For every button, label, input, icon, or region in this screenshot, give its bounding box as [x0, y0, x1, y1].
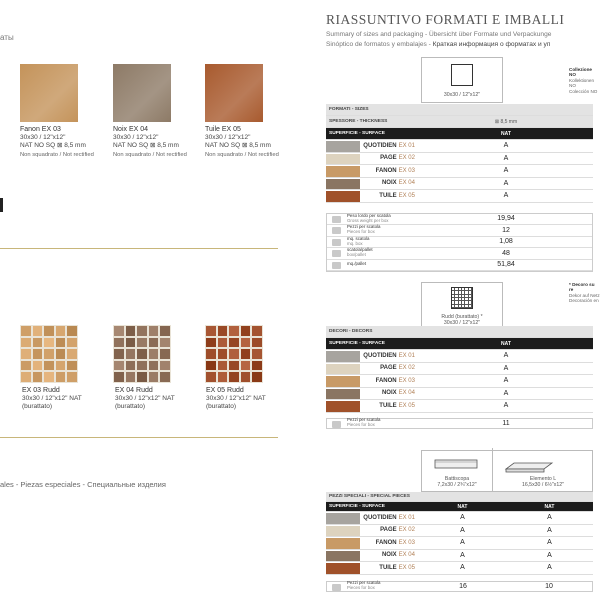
mosaic-chip — [44, 372, 54, 382]
tile-swatch-noix — [113, 64, 171, 122]
mosaic-chip — [229, 372, 239, 382]
surface-row-page — [326, 153, 593, 166]
mosaic-size: 30x30 / 12"x12" NAT — [115, 395, 175, 403]
box-icon — [332, 239, 341, 246]
mosaic-chip — [67, 349, 77, 359]
mosaic-caption-ex03 — [22, 387, 108, 412]
mosaic-chip — [126, 349, 136, 359]
box-icon — [332, 250, 341, 257]
box-icon — [332, 421, 341, 428]
mosaic-size: 30x30 / 12"x12" NAT — [22, 395, 82, 403]
box-icon — [332, 584, 341, 591]
mosaic-chip — [160, 338, 170, 348]
info-row — [327, 225, 592, 237]
tile-swatch-fanon — [20, 64, 78, 122]
info-label: scatola/pallet box/pallet — [347, 247, 373, 258]
tile-note: Non squadrato / Not rectified — [205, 151, 279, 158]
availability-value: A — [503, 192, 509, 200]
availability-value: A — [547, 564, 552, 572]
info-label: mq. scatola mq. box — [347, 235, 370, 246]
mosaic-chip — [44, 338, 54, 348]
mosaic-title: EX 03 Rudd — [22, 387, 60, 394]
tile-finish: NAT NO SQ ⊠ 8,5 mm — [113, 142, 179, 150]
surface-label: PAGE EX 02 — [380, 365, 415, 372]
mosaic-chip — [218, 349, 228, 359]
mosaic-chip — [241, 326, 251, 336]
surface-row-tuile — [326, 400, 593, 413]
mosaic-chip — [67, 372, 77, 382]
availability-value: A — [460, 539, 465, 547]
availability-value: A — [460, 564, 465, 572]
surface-label: NOIX EX 04 — [381, 390, 415, 397]
format-size-label: 30x30 / 12"x12" — [443, 92, 481, 98]
mosaic-chip — [160, 372, 170, 382]
availability-value: A — [503, 364, 509, 372]
header-superficie: SUPERFICIE - SURFACE NAT — [326, 338, 593, 350]
box-icon — [332, 216, 341, 223]
tile-caption-noix — [113, 126, 199, 159]
info-value: 12 — [502, 226, 510, 234]
surface-swatch — [326, 401, 360, 412]
info-row — [327, 237, 592, 249]
mosaic-chip — [114, 372, 124, 382]
header-superficie: SUPERFICIE - SURFACE NAT NAT — [326, 502, 593, 512]
mosaic-chip — [126, 361, 136, 371]
header-formati: FORMATI - SIZES — [326, 104, 593, 116]
surface-label: FANON EX 03 — [375, 167, 415, 174]
tile-size: 30x30 / 12"x12" — [205, 134, 251, 142]
surface-row-quotidien — [326, 140, 593, 153]
surface-row-page — [326, 363, 593, 376]
mosaic-chip — [33, 372, 43, 382]
formati-table — [326, 104, 593, 272]
mosaic-note: (burattato) — [115, 403, 145, 411]
availability-value: A — [503, 154, 509, 162]
mosaic-chip — [206, 326, 216, 336]
mosaic-chip — [137, 372, 147, 382]
box-icon — [332, 262, 341, 269]
mosaic-chip — [21, 372, 31, 382]
collection-note: Collezione NO Kollektionen NO Colección NO — [569, 67, 598, 94]
mosaic-chip — [33, 326, 43, 336]
header-pezzi: PEZZI SPECIALI - SPECIAL PIECES — [326, 492, 593, 502]
surface-swatch — [326, 513, 360, 524]
availability-value: A — [460, 526, 465, 534]
surface-swatch — [326, 563, 360, 574]
surface-row-tuile — [326, 190, 593, 203]
surface-label: TUILE EX 05 — [379, 402, 415, 409]
availability-value: A — [547, 514, 552, 522]
surface-swatch — [326, 154, 360, 165]
surface-swatch — [326, 141, 360, 152]
mosaic-chip — [44, 326, 54, 336]
mosaic-chip — [137, 326, 147, 336]
surface-label: QUOTIDIEN EX 01 — [363, 142, 415, 149]
mosaic-chip — [21, 361, 31, 371]
availability-value: A — [547, 526, 552, 534]
mosaic-chip — [21, 338, 31, 348]
mosaic-chip — [56, 326, 66, 336]
mosaic-chip — [126, 372, 136, 382]
mosaic-chip — [218, 326, 228, 336]
mosaic-chip — [241, 361, 251, 371]
mosaic-caption-ex04 — [115, 387, 201, 412]
left-page — [0, 0, 296, 600]
surface-swatch — [326, 551, 360, 562]
mosaic-chip — [33, 338, 43, 348]
availability-value: A — [460, 514, 465, 522]
grid-cell — [469, 305, 472, 308]
surface-label: NOIX EX 04 — [381, 552, 415, 559]
mosaic-note: (burattato) — [22, 403, 52, 411]
mosaic-chip — [252, 372, 262, 382]
mosaic-chip — [126, 338, 136, 348]
availability-value: A — [503, 142, 509, 150]
info-value: 48 — [502, 249, 510, 257]
mosaic-chip — [241, 338, 251, 348]
header-decori: DECORI - DECORS — [326, 326, 593, 338]
mosaic-caption-ex05 — [206, 387, 292, 412]
mosaic-chip — [21, 349, 31, 359]
mosaic-chip — [137, 349, 147, 359]
surface-row-page — [326, 525, 593, 538]
surface-label: PAGE EX 02 — [380, 527, 415, 534]
surface-swatch — [326, 389, 360, 400]
divider — [0, 437, 278, 438]
mosaic-note: (burattato) — [206, 403, 236, 411]
surface-label: NOIX EX 04 — [381, 180, 415, 187]
surface-label: PAGE EX 02 — [380, 155, 415, 162]
info-row — [327, 260, 592, 272]
mosaic-chip — [149, 361, 159, 371]
section-heading-pezzi: ales - Piezas especiales - Специальные изделия — [0, 480, 166, 489]
surface-label: TUILE EX 05 — [379, 564, 415, 571]
mosaic-title: EX 05 Rudd — [206, 387, 244, 394]
mosaic-chip — [218, 372, 228, 382]
mosaic-chip — [114, 361, 124, 371]
info-row-pieces: Pezzi per scatola Pieces for box 11 — [326, 418, 593, 430]
availability-value: A — [503, 389, 509, 397]
surface-swatch — [326, 351, 360, 362]
mosaic-chip — [67, 326, 77, 336]
surface-label: TUILE EX 05 — [379, 192, 415, 199]
mosaic-chip — [229, 326, 239, 336]
surface-swatch — [326, 166, 360, 177]
mosaic-chip — [206, 349, 216, 359]
mosaic-chip — [126, 326, 136, 336]
divider — [0, 248, 278, 249]
mosaic-chip — [149, 326, 159, 336]
tile-title: Fanon EX 03 — [20, 126, 61, 133]
format-square-icon — [451, 64, 473, 86]
surface-row-noix — [326, 388, 593, 401]
surface-row-fanon — [326, 165, 593, 178]
mosaic-chip — [252, 338, 262, 348]
mosaic-chip — [229, 349, 239, 359]
header-superficie: SUPERFICIE - SURFACE NAT — [326, 128, 593, 140]
availability-value: A — [547, 539, 552, 547]
surface-swatch — [326, 364, 360, 375]
surface-label: QUOTIDIEN EX 01 — [363, 514, 415, 521]
info-row — [327, 248, 592, 260]
tile-size: 30x30 / 12"x12" — [113, 134, 159, 142]
mosaic-chip — [149, 372, 159, 382]
header-spessore: SPESSORE - THICKNESS ⊠ 8,5 mm — [326, 116, 593, 128]
mosaic-chip — [44, 349, 54, 359]
mosaic-chip — [137, 338, 147, 348]
tile-swatch-tuile — [205, 64, 263, 122]
surface-row-fanon — [326, 537, 593, 550]
mosaic-swatch-ex05 — [205, 325, 263, 383]
tile-title: Noix EX 04 — [113, 126, 149, 133]
surface-swatch — [326, 538, 360, 549]
mosaic-chip — [252, 326, 262, 336]
page-title: RIASSUNTIVO FORMATI E IMBALLI — [326, 12, 565, 27]
mosaic-chip — [160, 326, 170, 336]
mosaic-swatch-ex03 — [20, 325, 78, 383]
page-marker — [0, 198, 3, 212]
surface-label: FANON EX 03 — [375, 377, 415, 384]
info-value: 19,94 — [497, 215, 515, 223]
info-label: mq./pallet — [347, 261, 367, 267]
info-value: 1,08 — [499, 238, 513, 246]
surface-swatch — [326, 179, 360, 190]
mosaic-chip — [218, 338, 228, 348]
mosaic-chip — [67, 338, 77, 348]
availability-value: A — [547, 551, 552, 559]
info-row-pieces: Pezzi per scatola Pieces for box 16 10 — [326, 581, 593, 593]
mosaic-chip — [252, 349, 262, 359]
surface-label: FANON EX 03 — [375, 539, 415, 546]
mosaic-chip — [160, 361, 170, 371]
mosaic-chip — [206, 372, 216, 382]
mosaic-chip — [137, 361, 147, 371]
availability-value: A — [460, 551, 465, 559]
tile-note: Non squadrato / Not rectified — [20, 151, 94, 158]
surface-row-noix — [326, 178, 593, 191]
surface-swatch — [326, 376, 360, 387]
info-label: Peso lordo per scatola Gross weight per box — [347, 212, 391, 223]
mosaic-title: EX 04 Rudd — [115, 387, 153, 394]
surface-row-noix — [326, 550, 593, 563]
availability-value: A — [503, 179, 509, 187]
mosaic-size: 30x30 / 12"x12" NAT — [206, 395, 266, 403]
box-icon — [332, 227, 341, 234]
mosaic-chip — [229, 338, 239, 348]
mosaic-chip — [56, 338, 66, 348]
mosaic-chip — [33, 361, 43, 371]
pezzi-table — [326, 492, 593, 592]
availability-value: A — [503, 167, 509, 175]
tile-finish: NAT NO SQ ⊠ 8,5 mm — [205, 142, 271, 150]
tile-caption-fanon — [20, 126, 106, 159]
mosaic-chip — [114, 326, 124, 336]
mosaic-chip — [56, 372, 66, 382]
mosaic-chip — [149, 349, 159, 359]
mosaic-chip — [67, 361, 77, 371]
tile-note: Non squadrato / Not rectified — [113, 151, 187, 158]
surface-row-quotidien — [326, 350, 593, 363]
info-label: Pezzi per scatola Pieces for box — [347, 224, 381, 235]
pezzo-1-label: Battiscopa 7,2x30 / 2¾"x12" — [437, 476, 477, 489]
mosaic-chip — [33, 349, 43, 359]
surface-row-fanon — [326, 375, 593, 388]
mosaic-chip — [160, 349, 170, 359]
left-top-text: аты — [0, 33, 14, 42]
mosaic-chip — [218, 361, 228, 371]
surface-swatch — [326, 526, 360, 537]
surface-row-tuile — [326, 562, 593, 575]
surface-label: QUOTIDIEN EX 01 — [363, 352, 415, 359]
right-page — [304, 0, 600, 600]
mosaic-chip — [44, 361, 54, 371]
mosaic-chip — [229, 361, 239, 371]
mosaic-chip — [241, 349, 251, 359]
decor-size-label: Rudd (burattato) * 30x30 / 12"x12" — [441, 314, 483, 327]
mosaic-chip — [252, 361, 262, 371]
subtitle-line-2: Sinóptico de formatos y embalajes - Краткая информация о форматах и уп — [326, 41, 551, 48]
decori-table — [326, 326, 593, 429]
decoro-note: * Decoro su re Dekor auf Netz Decoración en — [569, 282, 600, 304]
mosaic-chip — [206, 338, 216, 348]
info-value: 51,84 — [497, 261, 515, 269]
tile-finish: NAT NO SQ ⊠ 8,5 mm — [20, 142, 86, 150]
mosaic-chip — [206, 361, 216, 371]
tile-size: 30x30 / 12"x12" — [20, 134, 66, 142]
mosaic-chip — [56, 349, 66, 359]
mosaic-chip — [149, 338, 159, 348]
mosaic-swatch-ex04 — [113, 325, 171, 383]
mosaic-chip — [114, 349, 124, 359]
availability-value: A — [503, 377, 509, 385]
mosaic-chip — [56, 361, 66, 371]
info-row — [327, 214, 592, 226]
tile-caption-tuile — [205, 126, 291, 159]
step-l-icon — [504, 455, 554, 473]
surface-row-quotidien — [326, 512, 593, 525]
availability-value: A — [503, 402, 509, 410]
mosaic-chip — [114, 338, 124, 348]
mosaic-grid-icon — [451, 287, 473, 309]
subtitle-line-1: Summary of sizes and packaging - Übersicht über Formate und Verpackunge — [326, 31, 552, 38]
mosaic-chip — [241, 372, 251, 382]
mosaic-chip — [21, 326, 31, 336]
tile-title: Tuile EX 05 — [205, 126, 241, 133]
availability-value: A — [503, 352, 509, 360]
skirting-icon — [434, 457, 478, 471]
surface-swatch — [326, 191, 360, 202]
pezzo-2-label: Elemento L 16,5x30 / 6½"x12" — [521, 476, 565, 489]
